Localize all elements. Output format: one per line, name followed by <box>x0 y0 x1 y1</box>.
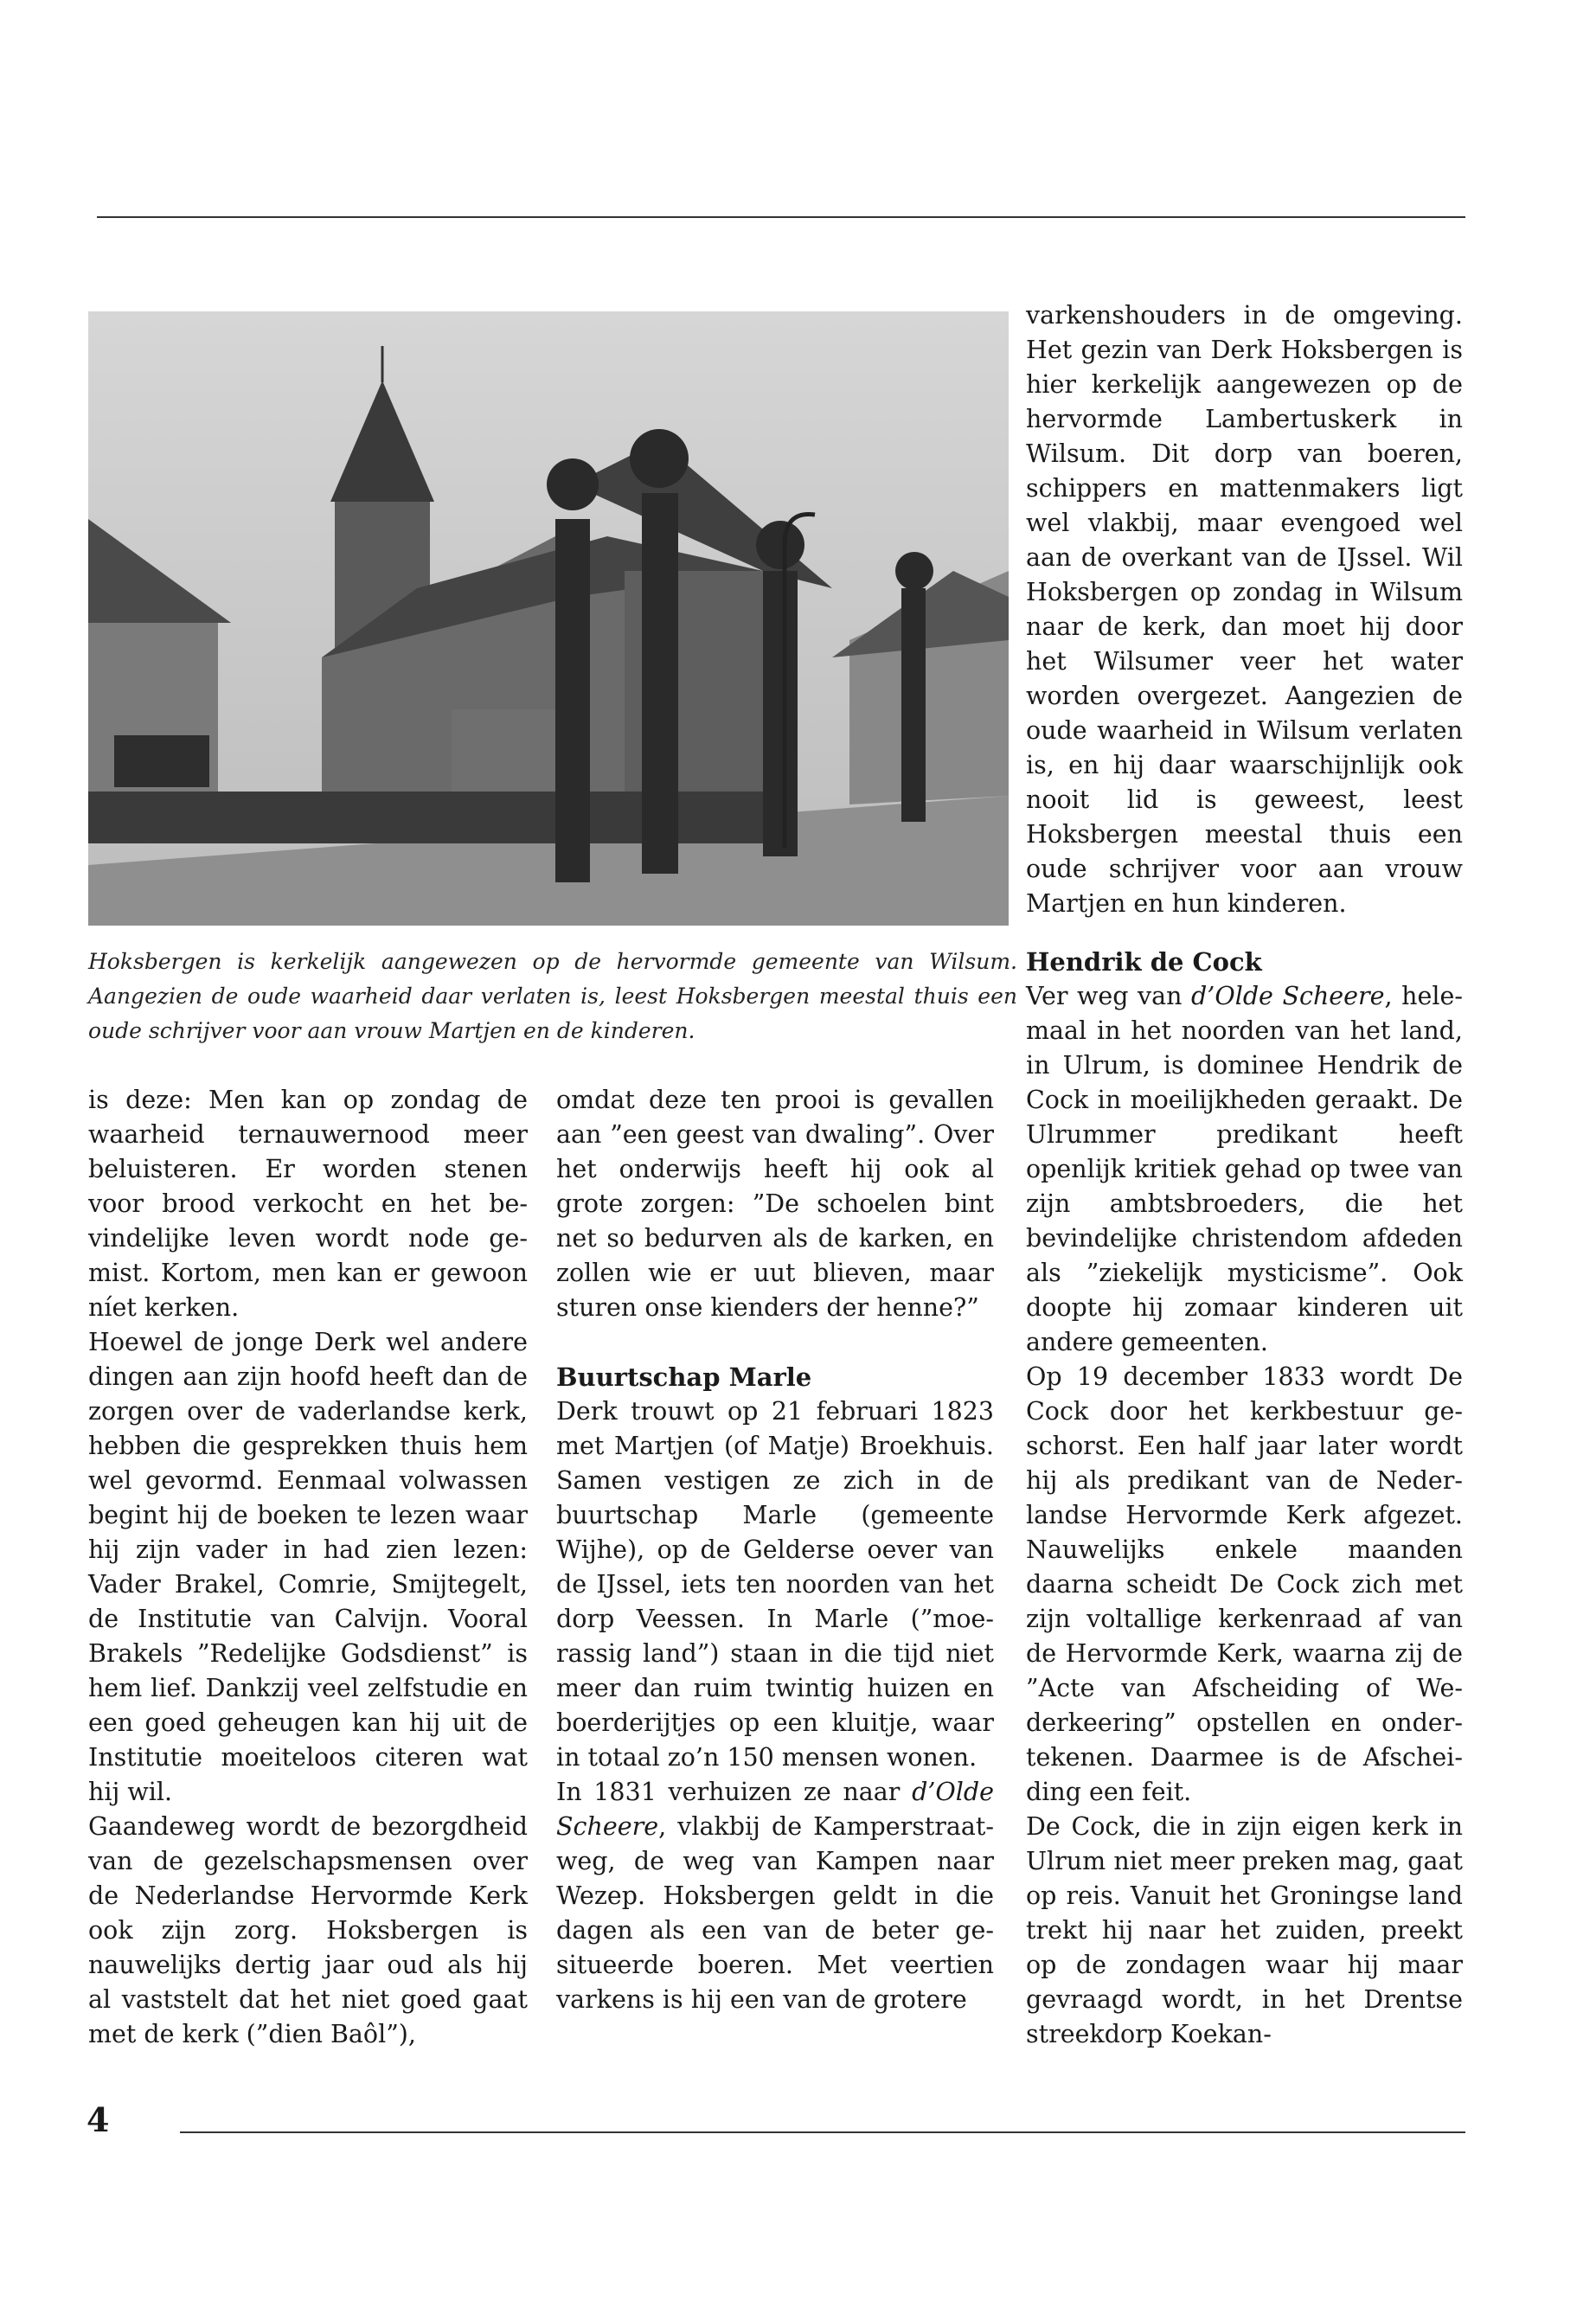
top-rule <box>97 216 1465 218</box>
bottom-rule <box>180 2131 1465 2133</box>
text-run: Ver weg van <box>1026 982 1192 1010</box>
paragraph: omdat deze ten prooi is gevallen aan ”een geest van dwaling”. Over het onderwijs heeft hij ook al grote zorgen: ”De schoelen bint net so bedurven als de karken, en zollen wie er uut blieven, maar sturen onse kienders der henne?” <box>556 1086 994 1322</box>
text-run: In 1831 verhuizen ze naar <box>556 1778 913 1806</box>
column-right-bottom <box>1026 945 1463 2052</box>
page-number: 4 <box>87 2100 110 2139</box>
column-right-top <box>1026 298 1463 921</box>
photo-caption: Hoksbergen is kerkelijk aangewezen op de hervormde gemeente van Wilsum. Aangezien de oude waarheid daar verlaten is, leest Hoksbergen meestal thuis een oude schrijver voor aan vrouw Martjen en de kinderen. <box>88 949 1017 1043</box>
paragraph: De Cock, die in zijn eigen kerk in Ulrum niet meer preken mag, gaat op reis. Vanuit het Groningse land trekt hij naar het zuiden, preekt op de zondagen waar hij maar gevraagd wordt, in het Drentse streekdorp Koekan- <box>1026 1812 1463 2048</box>
paragraph <box>556 1775 994 2017</box>
paragraph: Op 19 december 1833 wordt De Cock door het kerkbestuur geschorst. Een half jaar later wordt hij als predikant van de Nederlandse Hervormde Kerk afgezet. Nauwelijks enkele maanden daarna scheidt De Cock zich met zijn voltallige kerkenraad af van de Hervormde Kerk, waarna zij de ”Acte van Afscheiding of Wederkeering” opstellen en ondertekenen. Daarmee is de Afscheiding een feit. <box>1026 1362 1463 1806</box>
section-heading-hendrik-de-cock: Hendrik de Cock <box>1026 947 1262 977</box>
emphasis: d’Olde Scheere <box>1191 982 1385 1010</box>
column-left <box>88 1083 528 2052</box>
paragraph: is deze: Men kan op zondag de waarheid ternauwernood meer beluisteren. Er worden stenen voor brood verkocht en het bevindelijke leven wordt node gemist. Kortom, men kan er gewoon níet kerken. <box>88 1086 528 1322</box>
paragraph: Gaandeweg wordt de bezorgdheid van de gezelschapsmensen over de Nederlandse Hervormde Kerk ook zijn zorg. Hoksbergen is nauwelijks dertig jaar oud als hij al vaststelt dat het niet goed gaat met de kerk (”dien Baôl”), <box>88 1812 528 2048</box>
emphasis: d’Olde Scheere <box>556 1778 994 1841</box>
spacer <box>556 1325 994 1360</box>
church-photo <box>88 311 1009 926</box>
column-middle <box>556 1083 994 2017</box>
paragraph: Derk trouwt op 21 februari 1823 met Martjen (of Matje) Broekhuis. Samen vestigen ze zich in de buurtschap Marle (gemeente Wijhe), op de Gelderse oever van de IJssel, iets ten noorden van het dorp Veessen. In Marle (”moerassig land”) staan in die tijd niet meer dan ruim twintig huizen en boerderijtjes op een kluitje, waar in totaal zo’n 150 mensen wonen. <box>556 1397 994 1772</box>
paragraph: varkenshouders in de omgeving. Het gezin van Derk Hoksbergen is hier kerkelijk aangewezen op de hervormde Lambertuskerk in Wilsum. Dit dorp van boeren, schippers en mattenmakers ligt wel vlakbij, maar evengoed wel aan de overkant van de IJssel. Wil Hoksbergen op zondag in Wilsum naar de kerk, dan moet hij door het Wilsumer veer het water worden overgezet. Aangezien de oude waarheid in Wilsum verlaten is, en hij daar waarschijnlijk ook nooit lid is geweest, leest Hoksbergen meestal thuis een oude schrijver voor aan vrouw Martjen en hun kinderen. <box>1026 301 1463 918</box>
church-photo-illustration <box>88 311 1009 926</box>
paragraph: Hoewel de jonge Derk wel andere dingen aan zijn hoofd heeft dan de zorgen over de vaderlandse kerk, hebben die gesprekken thuis hem wel gevormd. Eenmaal volwassen begint hij de boeken te lezen waar hij zijn vader in had zien lezen: Vader Brakel, Comrie, Smijtegelt, de Institutie van Calvijn. Vooral Brakels ”Redelijke Godsdienst” is hem lief. Dankzij veel zelfstudie en een goed geheugen kan hij uit de Institutie moeiteloos citeren wat hij wil. <box>88 1328 528 1806</box>
section-heading-buurtschap-marle: Buurtschap Marle <box>556 1362 812 1392</box>
text-run: , helemaal in het noorden van het land, in Ulrum, is dominee Hendrik de Cock in moeilijkheden geraakt. De Ulrummer predikant heeft openlijk kritiek gehad op twee van zijn ambtsbroeders, die het bevindelijke christendom afdeden als ”ziekelijk mysticisme”. Ook doopte hij zomaar kinderen uit andere gemeenten. <box>1026 982 1463 1356</box>
paragraph <box>1026 979 1463 1360</box>
text-run: , vlakbij de Kamperstraatweg, de weg van Kampen naar Wezep. Hoksbergen geldt in die dagen als een van de beter gesitueerde boeren. Met veertien varkens is hij een van de grotere <box>556 1812 994 2014</box>
